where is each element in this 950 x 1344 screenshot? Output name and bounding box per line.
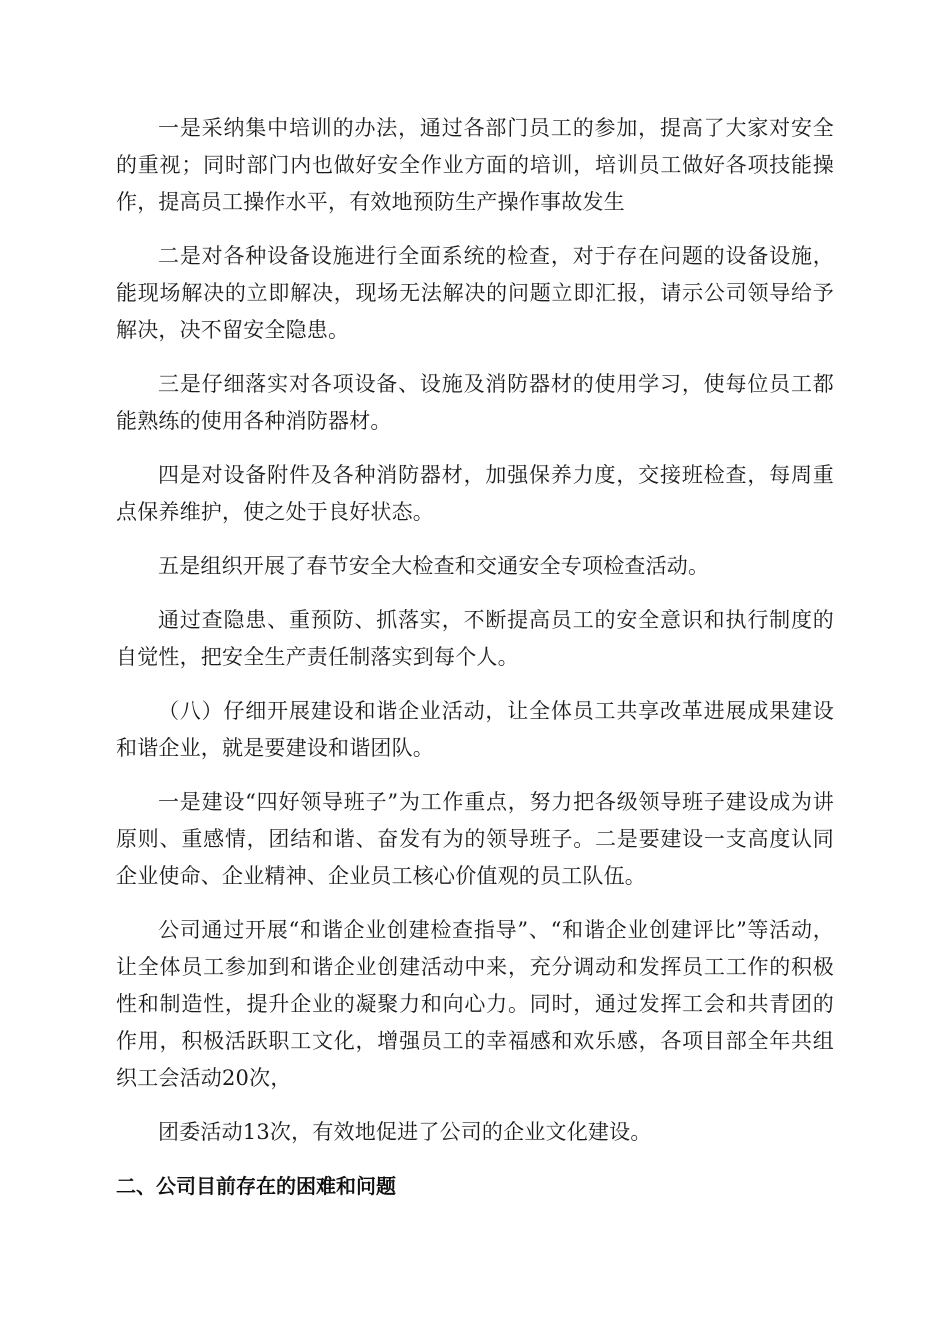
paragraph-company-activities: 公司通过开展“和谐企业创建检查指导”、“和谐企业创建评比”等活动，让全体员工参加到和谐企业创建活动中来，充分调动和发挥员工工作的积极性和制造性，提升企业的凝聚力和向心力。同时，通过发挥工会和共青团的作用，积极活跃职工文化，增强员工的幸福感和欢乐感，各项目部全年共组织工会活动20次， (116, 918, 834, 1090)
paragraph-fire-equipment-learning: 三是仔细落实对各项设备、设施及消防器材的使用学习，使每位员工都能熟练的使用各种消防器材。 (116, 372, 834, 433)
paragraph-leadership-team: 一是建设“四好领导班子”为工作重点，努力把各级领导班子建设成为讲原则、重感情，团结和谐、奋发有为的领导班子。二是要建设一支高度认同企业使命、企业精神、企业员工核心价值观的员工队伍。 (116, 790, 834, 888)
document-body (116, 110, 834, 1205)
paragraph-youth-league-activities: 团委活动13次，有效地促进了公司的企业文化建设。 (158, 1120, 652, 1144)
paragraph-maintenance: 四是对设备附件及各种消防器材，加强保养力度，交接班检查，每周重点保养维护，使之处于良好状态。 (116, 463, 834, 524)
paragraph-spring-festival-inspection: 五是组织开展了春节安全大检查和交通安全专项检查活动。 (158, 554, 710, 578)
paragraph-harmonious-enterprise: （八）仔细开展建设和谐企业活动，让全体员工共享改革进展成果建设和谐企业，就是要建设和谐团队。 (116, 699, 834, 760)
paragraph-equipment-inspection: 二是对各种设备设施进行全面系统的检查，对于存在问题的设备设施，能现场解决的立即解决，现场无法解决的问题立即汇报，请示公司领导给予解决，决不留安全隐患。 (116, 244, 834, 342)
paragraph-safety-awareness: 通过查隐患、重预防、抓落实，不断提高员工的安全意识和执行制度的自觉性，把安全生产责任制落实到每个人。 (116, 608, 834, 669)
paragraph-training: 一是采纳集中培训的办法，通过各部门员工的参加，提高了大家对安全的重视；同时部门内也做好安全作业方面的培训，培训员工做好各项技能操作，提高员工操作水平，有效地预防生产操作事故发生 (116, 116, 834, 214)
section-heading: 二、公司目前存在的困难和问题 (116, 1174, 396, 1198)
